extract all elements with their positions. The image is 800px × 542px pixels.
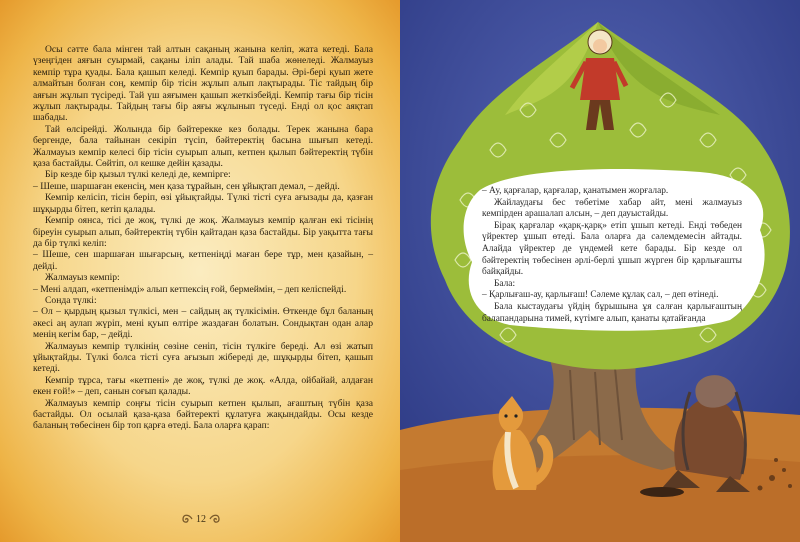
left-paragraph: Жалмауыз кемпір: (45, 272, 120, 284)
right-paragraph: Бала: (494, 278, 516, 289)
right-paragraph: – Ау, қарғалар, қарғалар, қанатымен жорғалар. (482, 186, 669, 196)
left-paragraph: Осы сәтте бала мінген тай алтын сақаның жанына келіп, жата кетеді. Бала үзеңгіден аяғын суырмай, сақаны іліп алады. Тай шаба жөнеледі. Жалмауыз кемпір тұра қуады. Бала қашып келеді. Кемпір қуып барады. Әрі-бері қуып жете алмайтын болған соң, кемпір бір тісін жұлып алып лақтырады. Тіс тайдың бір аяғын жұлып түсіреді. Тай үш аяғымен қашып жеткізбейді. Кемпір тағы бір тісін жұлып лақтырады. Тайдың тағы бір аяғы жұлынып түседі. Енді ол қос аяқтап шабады. (33, 44, 373, 124)
right-paragraph: Бала кыстаудағы үйдің бұрышына ұя салған қарлығаштың балапандарына тимей, күтімге алып, қанаты қатайғанда (482, 301, 742, 324)
left-paragraph: Жалмауыз кемпір соңғы тісін суырып кетпен қылып, ағаштың түбін қаза бастайды. Ол осылай қаза-қаза бәйтеректі құлатуға жақындайды. Осы кезде баланың төбесінен бір топ қарға өтеді. Бала оларға қарап: (33, 397, 373, 432)
left-paragraph: Жалмауыз кемпір түлкінің сөзіне сеніп, тісін түлкіге береді. Ал өзі жатып ұйықтайды. Түлкі болса тісті суға ағызып жібереді де, шұқырды бітеп, қашып кетеді. (33, 340, 373, 375)
left-paragraph: Кемпір келісіп, тісін беріп, өзі ұйықтайды. Түлкі тісті суға ағызады да, қазған шұқырды бітеп, кетіп қалады. (33, 192, 373, 215)
left-paragraph: Кемпір тұрса, тағы «кетпені» де жоқ, түлкі де жоқ. «Алда, ойбайай, алдаған екен ғой!» – деп, санын соғып қалады. (33, 374, 373, 398)
bubble-text (482, 186, 742, 325)
ornament-left-icon (180, 512, 194, 526)
page-number-ornament (171, 510, 231, 528)
left-paragraph: – Шеше, сен шаршаған шығарсың, кетпеніңді маған бере тұр, мен қазайын, – дейді. (33, 249, 373, 272)
left-paragraph: Бір кезде бір қызыл түлкі келеді де, кемпірге: (45, 169, 231, 181)
right-paragraph: Жайлаудағы бес төбетіме хабар айт, мені жалмауыз кемпірден арашалап алсын, – деп дауыстайды. (482, 197, 742, 220)
right-paragraph: – Қарлығаш-ау, қарлығаш! Сәлеме құлақ сал, – деп өтінеді. (482, 290, 719, 301)
left-paragraph: Сонда түлкі: (45, 294, 97, 306)
left-paragraph: Кемпір оянса, тісі де жоқ, түлкі де жоқ. Жалмауыз кемпір қалған екі тісінің біреуін суырып алып, бәйтеректің түбін қайтадан қаза бастайды. Бір уақытта тағы да бір түлкі келіп: (33, 215, 373, 249)
left-paragraph: – Ол – қырдың қызыл түлкісі, мен – сайдың ақ түлкісімін. Өткенде бұл баланың әкесі аң аулап жүріп, мені қуып өлтіре жаздаған болатын. Сондықтан одан алар менің кегім бар, – дейді. (33, 306, 373, 341)
page-number: 12 (196, 513, 206, 525)
left-paragraph: Тай өлсірейді. Жолында бір бәйтерекке кез болады. Терек жанына бара бергенде, бала тайынан секіріп түсіп, бәйтеректің басына шығып кетеді. Жалмауыз кемпір келесі бір тісін суырып алып, кетпен қылып бәйтеректің түбін қаза бастайды. Сөйтіп, ол кешке дейін қазады. (33, 123, 373, 170)
left-page-text (33, 44, 373, 432)
left-paragraph: – Шеше, шаршаған екенсің, мен қаза тұрайын, сен ұйықтап демал, – дейді. (33, 180, 340, 192)
right-paragraph: Бірақ қарғалар «қарқ-қарқ» етіп ұшып кетеді. Енді төбеден үйректер ұшып өтеді. Бала оларға да сәлемдемесін айтады. Алайда үйректер де үндемей кете барады. Бір кезде ол бәйтеректің төбесінен әрлі-берлі ұшып жүрген бір қарлығашты байқайды. (482, 220, 742, 278)
right-page-illustration (400, 0, 800, 542)
ornament-right-icon (208, 512, 222, 526)
left-paragraph: – Мені алдап, «кетпенімді» алып кетпексің ғой, бермеймін, – деп келіспейді. (33, 283, 347, 295)
